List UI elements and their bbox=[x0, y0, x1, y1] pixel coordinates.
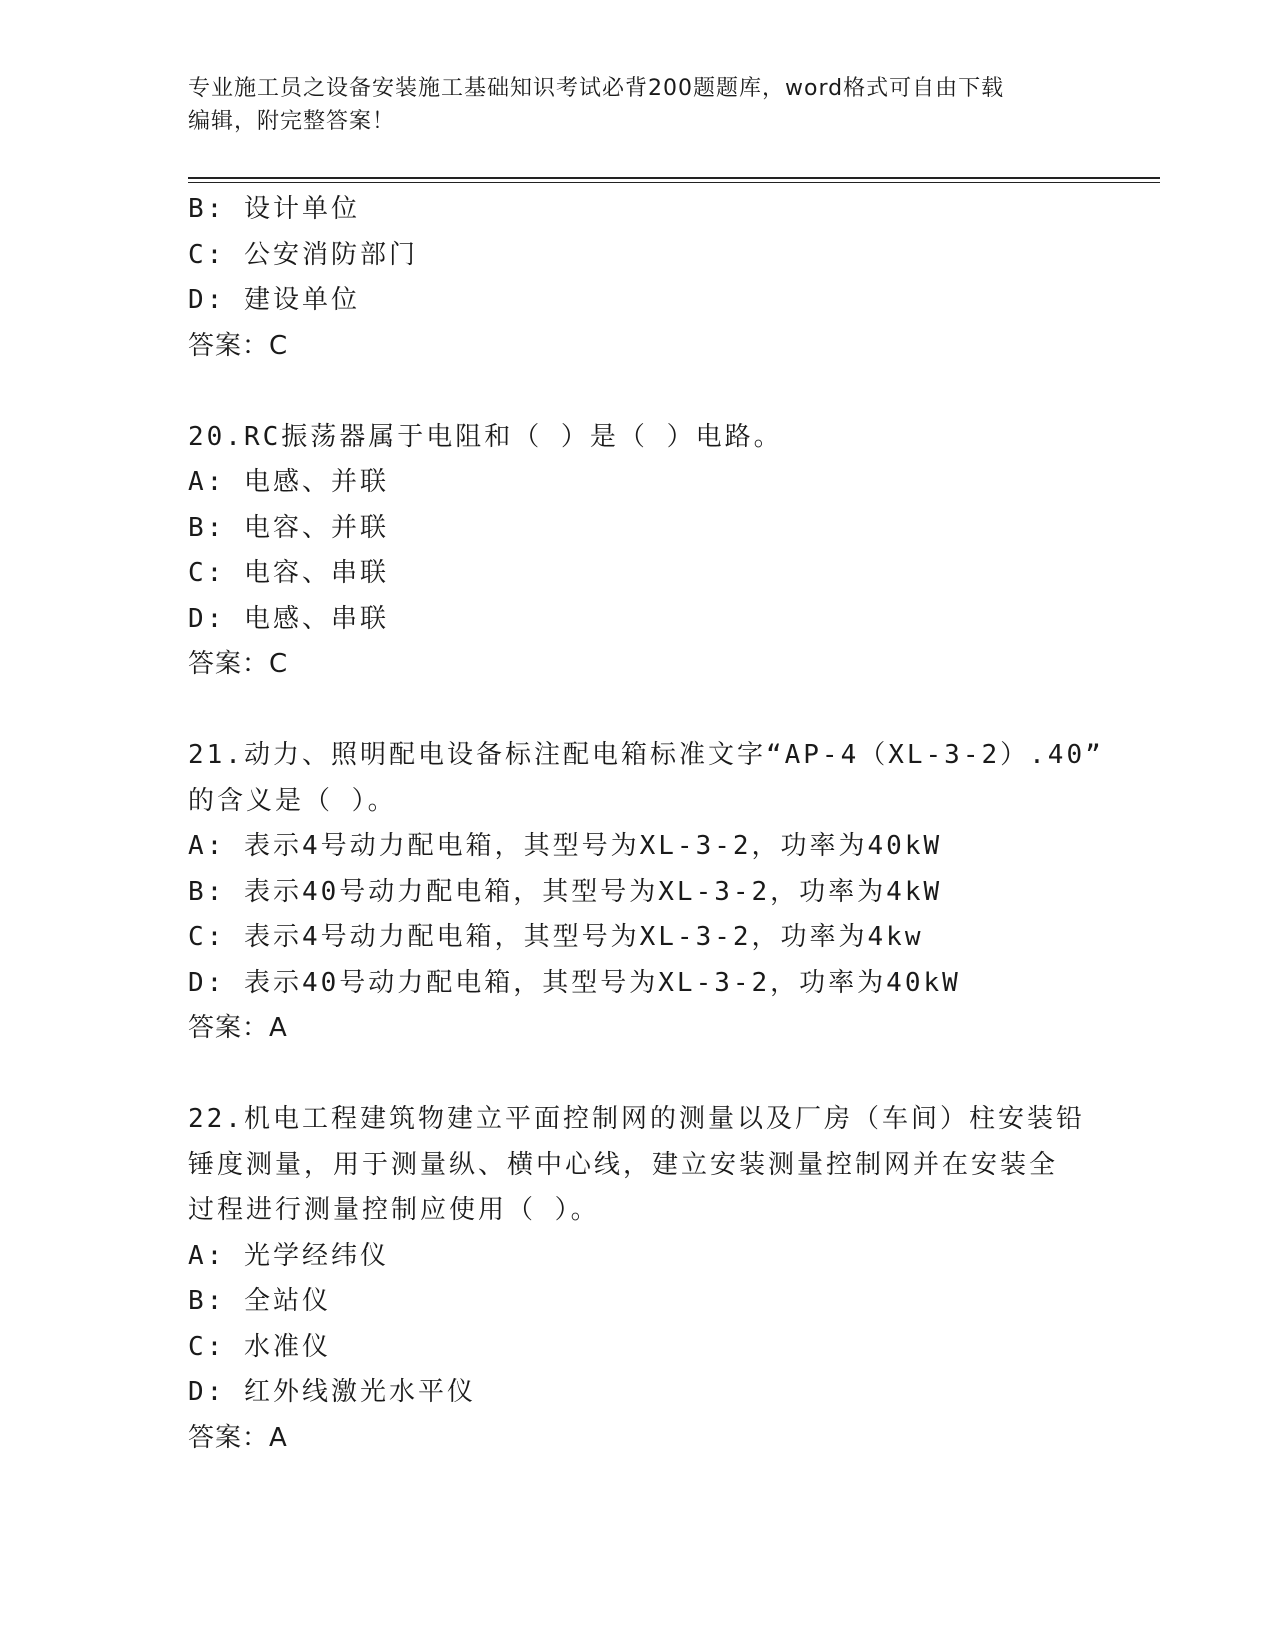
option-c: C: 电容、串联 bbox=[188, 558, 389, 588]
question-stem-line-2: 锤度测量，用于测量纵、横中心线，建立安装测量控制网并在安装全 bbox=[188, 1149, 1059, 1180]
option-b: B: 表示40号动力配电箱，其型号为XL-3-2，功率为4kW bbox=[188, 876, 943, 907]
spacer bbox=[188, 1052, 1148, 1098]
option-b: B: 全站仪 bbox=[188, 1286, 331, 1316]
option-d: D: 红外线激光水平仪 bbox=[188, 1377, 476, 1407]
answer: 答案：C bbox=[188, 330, 289, 361]
question-19 bbox=[188, 187, 1148, 369]
question-stem: 20.RC振荡器属于电阻和（ ）是（ ）电路。 bbox=[188, 421, 783, 452]
question-list bbox=[188, 187, 1148, 1461]
option-d: D: 表示40号动力配电箱，其型号为XL-3-2，功率为40kW bbox=[188, 967, 961, 998]
option-d: D: 建设单位 bbox=[188, 285, 360, 315]
header-divider-thick bbox=[188, 177, 1160, 179]
question-21 bbox=[188, 733, 1148, 1052]
option-b: B: 设计单位 bbox=[188, 194, 360, 224]
answer: 答案：A bbox=[188, 1422, 288, 1453]
option-b: B: 电容、并联 bbox=[188, 512, 389, 543]
question-stem-line-1: 22.机电工程建筑物建立平面控制网的测量以及厂房（车间）柱安装铅 bbox=[188, 1104, 1085, 1134]
spacer bbox=[188, 688, 1148, 734]
option-a: A: 表示4号动力配电箱，其型号为XL-3-2，功率为40kW bbox=[188, 831, 943, 861]
question-22 bbox=[188, 1097, 1148, 1461]
spacer bbox=[188, 369, 1148, 415]
answer: 答案：A bbox=[188, 1013, 288, 1043]
header-title-line-1: 专业施工员之设备安装施工基础知识考试必背200题题库，word格式可自由下载 bbox=[188, 76, 1005, 101]
document-header bbox=[188, 72, 1088, 138]
question-stem-line-3: 过程进行测量控制应使用（ ）。 bbox=[188, 1195, 600, 1225]
header-divider-thin bbox=[188, 182, 1160, 183]
question-20 bbox=[188, 415, 1148, 688]
question-stem-line-1: 21.动力、照明配电设备标注配电箱标准文字“AP-4（XL-3-2）.40” bbox=[188, 740, 1104, 770]
option-c: C: 公安消防部门 bbox=[188, 239, 418, 270]
header-title-line-2: 编辑，附完整答案！ bbox=[188, 109, 396, 134]
option-a: A: 光学经纬仪 bbox=[188, 1240, 389, 1271]
answer: 答案：C bbox=[188, 649, 289, 679]
option-a: A: 电感、并联 bbox=[188, 467, 389, 497]
question-stem-line-2: 的含义是（ ）。 bbox=[188, 785, 397, 816]
option-d: D: 电感、串联 bbox=[188, 603, 389, 634]
option-c: C: 水准仪 bbox=[188, 1331, 331, 1362]
option-c: C: 表示4号动力配电箱，其型号为XL-3-2，功率为4kw bbox=[188, 922, 924, 952]
